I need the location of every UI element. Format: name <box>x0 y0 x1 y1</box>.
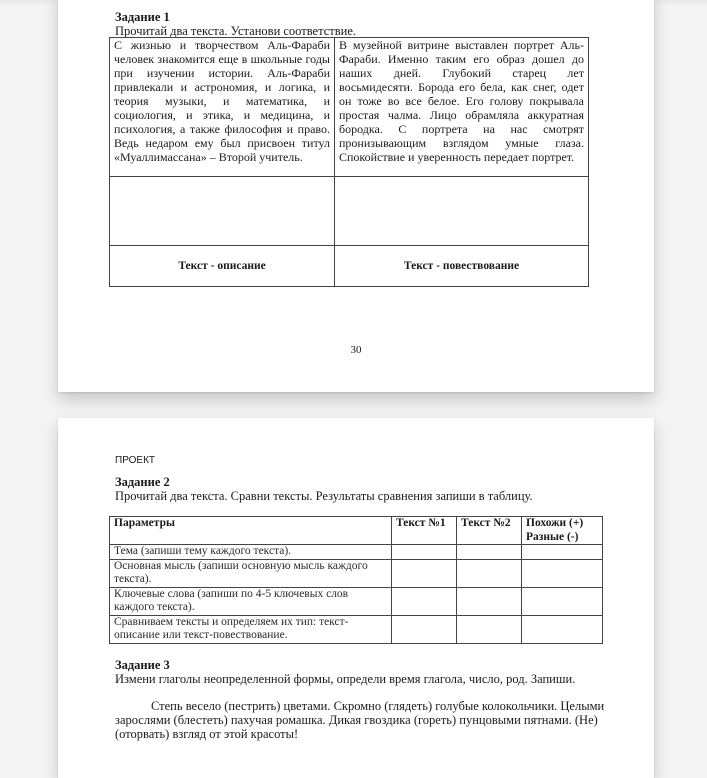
table-row <box>110 587 603 615</box>
page-header-label: ПРОЕКТ <box>115 455 156 466</box>
param-cell: Тема (запиши тему каждого текста). <box>110 545 392 560</box>
answer-right-cell[interactable] <box>335 177 589 246</box>
header-text1: Текст №1 <box>392 517 457 545</box>
param-cell: Ключевые слова (запиши по 4-5 ключевых слов каждого текста). <box>110 587 392 615</box>
text1-cell[interactable] <box>392 559 457 587</box>
text-right-cell: В музейной витрине выставлен портрет Аль-Фараби. Именно таким его образ дошел до наших дней. Глубокий старец лет восьмидесяти. Борода его бела, как снег, одет он тоже во все белое. Его голову покрывала простая чалма. Лицо обрамляла аккуратная бородка. С портрета на нас смотрят пронизывающим взглядом умные глаза. Спокойствие и уверенность передает портрет. <box>335 38 589 177</box>
text2-cell[interactable] <box>457 587 522 615</box>
header-compare <box>522 517 603 545</box>
header-compare-different: Разные (-) <box>526 530 579 543</box>
task2-comparison-table <box>109 516 603 644</box>
text-left-cell: С жизнью и творчеством Аль-Фараби человек знакомится еще в школьные годы при изучении истории. Аль-Фараби привлекали и астрономия, и логика, и теория музыки, и математика, и социология, и этика, и медицина, и психология, а также философия и право. Ведь недаром ему был присвоен титул «Муаллимассана» – Второй учитель. <box>110 38 335 177</box>
table-row <box>110 615 603 643</box>
compare-cell[interactable] <box>522 615 603 643</box>
task1-title: Задание 1 <box>115 10 170 24</box>
task3-instruction: Измени глаголы неопределенной формы, определи время глагола, число, род. Запиши. <box>115 672 576 686</box>
task3-exercise-text: Степь весело (пестрить) цветами. Скромно (глядеть) голубые колокольчики. Целыми зарослями (блестеть) пахучая ромашка. Дикая гвоздика (гореть) пунцовыми пятнами. (Не) (оторвать) взгляд от этой красоты! <box>115 699 605 741</box>
text2-cell[interactable] <box>457 559 522 587</box>
task1-instruction: Прочитай два текста. Установи соответствие. <box>115 24 356 38</box>
task1-matching-table <box>109 37 589 287</box>
label-description: Текст - описание <box>110 246 335 287</box>
text1-cell[interactable] <box>392 587 457 615</box>
page-number: 30 <box>350 344 362 356</box>
header-text2: Текст №2 <box>457 517 522 545</box>
document-page-30 <box>58 0 654 392</box>
text2-cell[interactable] <box>457 615 522 643</box>
text1-cell[interactable] <box>392 545 457 560</box>
text1-cell[interactable] <box>392 615 457 643</box>
text2-cell[interactable] <box>457 545 522 560</box>
table-row <box>110 545 603 560</box>
document-page-31 <box>58 418 654 778</box>
label-narration: Текст - повествование <box>335 246 589 287</box>
compare-cell[interactable] <box>522 545 603 560</box>
header-params: Параметры <box>110 517 392 545</box>
table-row <box>110 559 603 587</box>
param-cell: Сравниваем тексты и определяем их тип: текст-описание или текст-повествование. <box>110 615 392 643</box>
header-compare-similar: Похожи (+) <box>526 517 584 529</box>
param-cell: Основная мысль (запиши основную мысль каждого текста). <box>110 559 392 587</box>
compare-cell[interactable] <box>522 559 603 587</box>
task2-title: Задание 2 <box>115 475 170 489</box>
compare-cell[interactable] <box>522 587 603 615</box>
task2-instruction: Прочитай два текста. Сравни тексты. Результаты сравнения запиши в таблицу. <box>115 489 533 503</box>
answer-left-cell[interactable] <box>110 177 335 246</box>
task3-title: Задание 3 <box>115 658 170 672</box>
